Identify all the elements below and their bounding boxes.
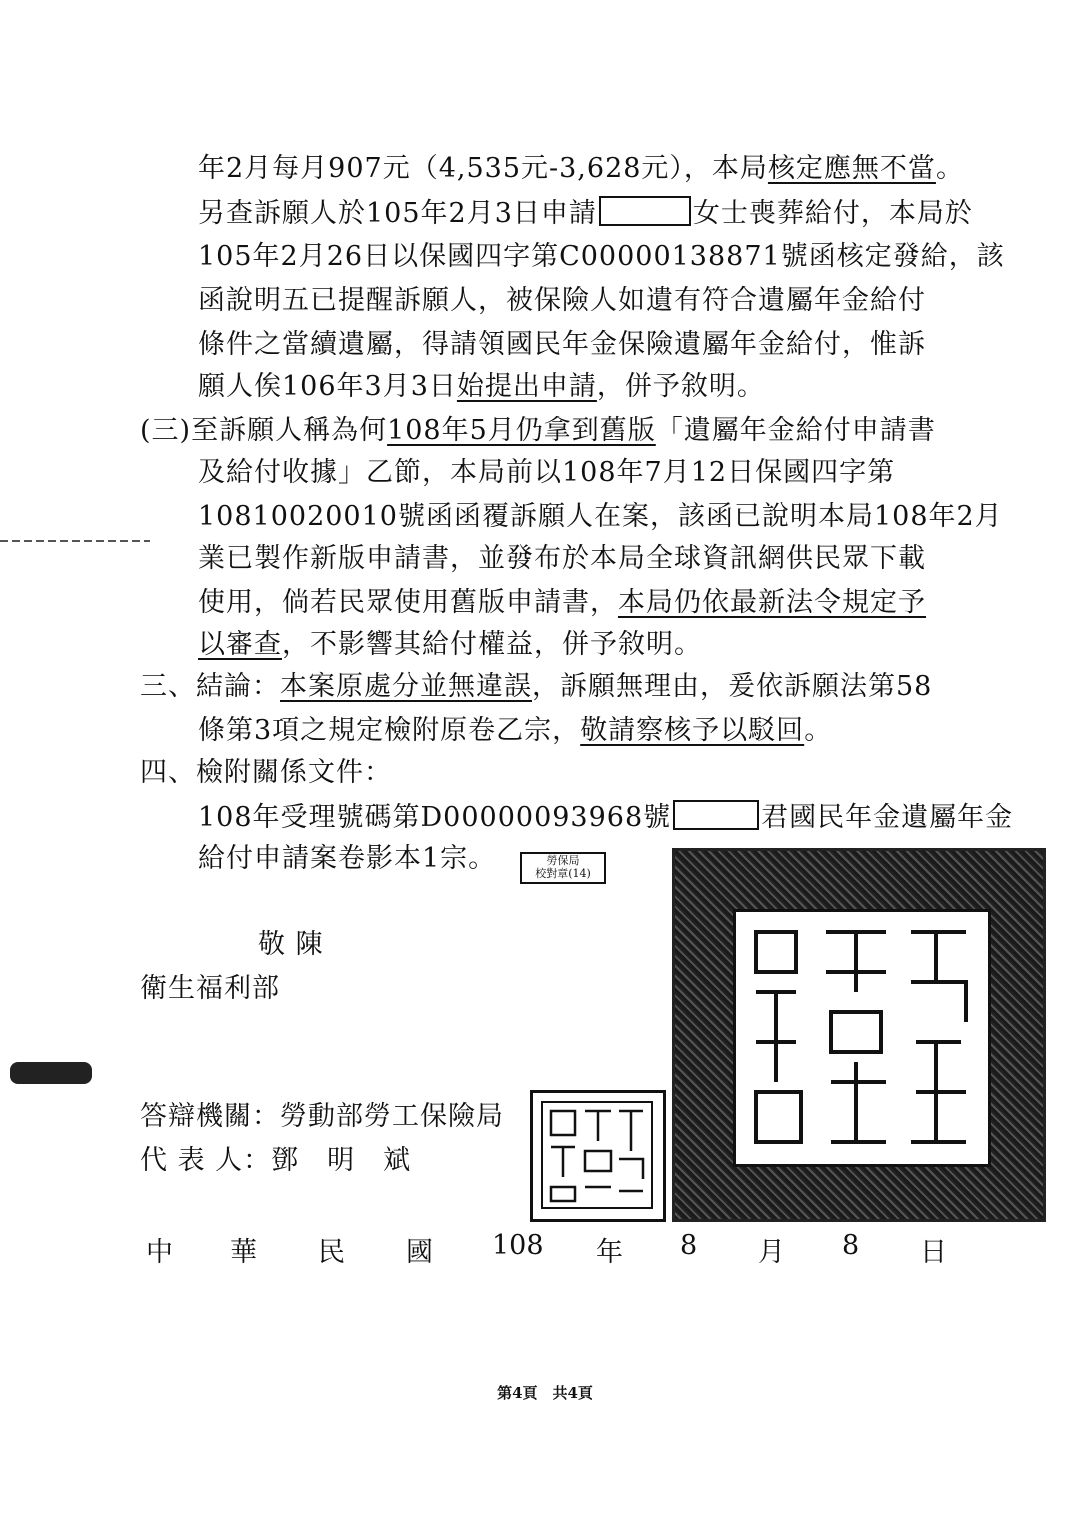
text-line-6: 願人俟106年3月3日始提出申請，併予敘明。 (198, 371, 765, 402)
text-line-4: 函說明五已提醒訴願人，被保險人如遺有符合遺屬年金給付 (198, 285, 926, 316)
text-line-9: 10810020010號函函覆訴願人在案，該函已說明本局108年2月 (198, 501, 1003, 532)
scan-artifact (0, 540, 150, 542)
respondent-agency: 答辯機關：勞動部勞工保險局 (140, 1101, 504, 1132)
text-line-13: 三、結論：本案原處分並無違誤，訴願無理由，爰依訴願法第58 (140, 671, 933, 702)
text-line-11: 使用，倘若民眾使用舊版申請書，本局仍依最新法令規定予 (198, 587, 926, 618)
text-line-8: 及給付收據」乙節，本局前以108年7月12日保國四字第 (198, 457, 896, 488)
redaction-box (673, 800, 759, 830)
text-line-5: 條件之當續遺屬，得請領國民年金保險遺屬年金給付，惟訴 (198, 329, 926, 360)
date-part: 中 (146, 1237, 173, 1268)
date-part: 年 (596, 1237, 623, 1268)
redaction-box (599, 196, 691, 226)
date-part: 日 (920, 1237, 947, 1268)
seal-glyphs (736, 912, 988, 1164)
text-line-17: 給付申請案卷影本1宗。 (198, 843, 497, 874)
text-line-12: 以審查，不影響其給付權益，併予敘明。 (198, 629, 702, 660)
date-part: 月 (758, 1237, 785, 1268)
scan-smudge (10, 1062, 92, 1084)
text-line-14: 條第3項之規定檢附原卷乙宗，敬請察核予以駁回。 (198, 715, 833, 746)
date-month: 8 (680, 1230, 698, 1261)
text-line-1: 年2月每月907元（4,535元-3,628元），本局核定應無不當。 (198, 153, 964, 184)
date-part: 華 (230, 1237, 257, 1268)
representative-seal (530, 1090, 666, 1222)
recipient: 衛生福利部 (140, 973, 280, 1004)
text-line-3: 105年2月26日以保國四字第C00000138871號函核定發給，該 (198, 241, 1005, 272)
seal-inner (733, 909, 991, 1167)
text-line-10: 業已製作新版申請書，並發布於本局全球資訊網供民眾下載 (198, 543, 926, 574)
text-line-7: (三)至訴願人稱為何108年5月仍拿到舊版「遺屬年金給付申請書 (140, 415, 936, 446)
date-day: 8 (842, 1230, 860, 1261)
representative: 代 表 人：鄧 明 斌 (140, 1145, 412, 1176)
text-line-16: 108年受理號碼第D00000093968號 君國民年金遺屬年金 (198, 802, 1014, 833)
text-line-2: 另查訴願人於105年2月3日申請 女士喪葬給付，本局於 (198, 198, 973, 229)
page-number: 第4頁 共4頁 (497, 1384, 593, 1402)
seal-glyphs-small (543, 1103, 651, 1207)
official-seal (672, 848, 1046, 1222)
date-year: 108 (492, 1230, 544, 1261)
text-line-15: 四、檢附關係文件： (140, 757, 392, 788)
proofreading-stamp: 勞保局 校對章(14) (520, 852, 606, 884)
seal-inner-small (541, 1101, 653, 1209)
date-part: 國 (406, 1237, 433, 1268)
respect-closing: 敬 陳 (258, 929, 324, 960)
date-part: 民 (318, 1237, 345, 1268)
